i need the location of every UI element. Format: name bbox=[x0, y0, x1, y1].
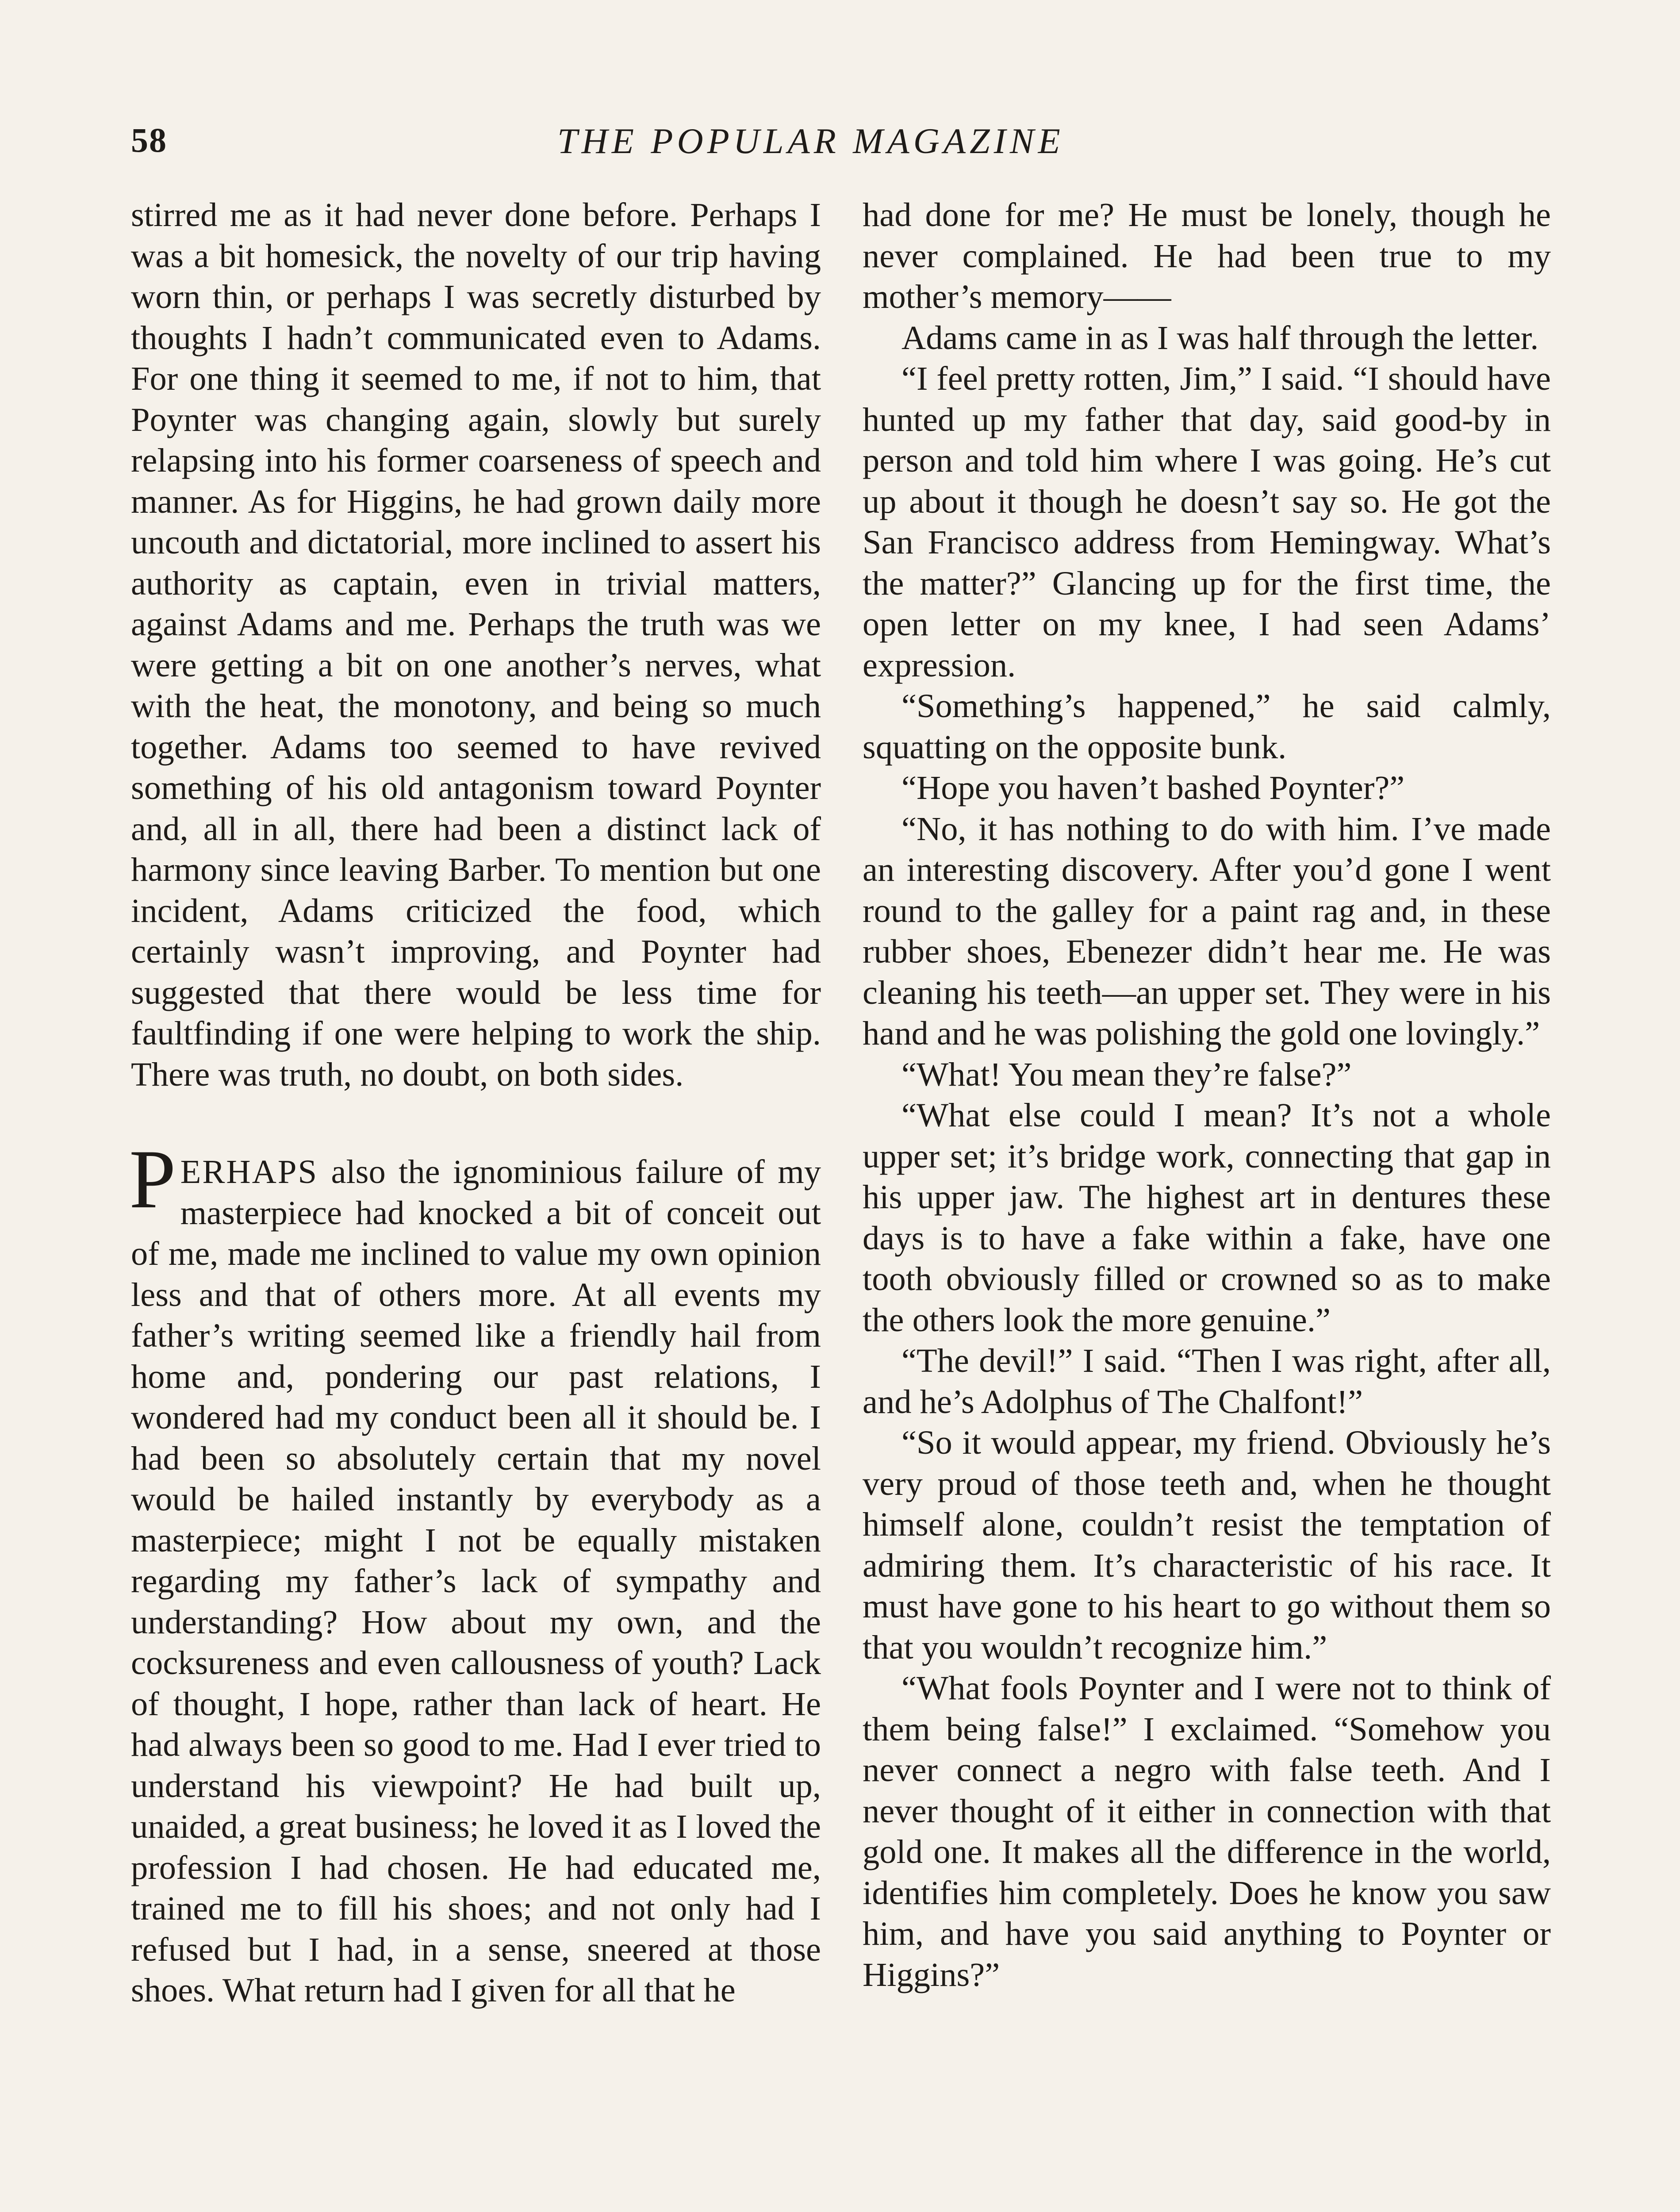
left-column bbox=[131, 195, 821, 2011]
page-number: 58 bbox=[131, 121, 167, 159]
paragraph: Adams came in as I was half through the letter. bbox=[901, 319, 1539, 357]
paragraph: “Something’s happened,” he said calmly, squatting on the opposite bunk. bbox=[863, 687, 1551, 766]
section-paragraph bbox=[129, 1133, 821, 2011]
running-head: THE POPULAR MAGAZINE bbox=[557, 121, 1064, 161]
paragraph: stirred me as it had never done before. Perhaps I was a bit homesick, the novelty of our trip having worn thin, or perhaps I was secretly disturbed by thoughts I hadn’t communicated even to Adams. For one thing it seemed to me, if not to him, that Poynter was changing again, slowly but surely relapsing into his former coarseness of speech and manner. As for Higgins, he had grown daily more uncouth and dictatorial, more inclined to assert his authority as captain, even in trivial matters, against Adams and me. Perhaps the truth was we were getting a bit on one another’s nerves, what with the heat, the monotony, and being so much together. Adams too seemed to have revived something of his old antagonism toward Poynter and, all in all, there had been a distinct lack of harmony since leaving Barber. To mention but one incident, Adams criticized the food, which certainly wasn’t improving, and Poynter had suggested that there would be less time for faultfinding if one were helping to work the ship. There was truth, no doubt, on both sides. bbox=[131, 196, 821, 1093]
paragraph: “Hope you haven’t bashed Poynter?” bbox=[901, 769, 1405, 806]
section-opening-caps: ERHAPS bbox=[180, 1153, 318, 1190]
paragraph: “No, it has nothing to do with him. I’ve made an interesting discovery. After you’d gone I went round to the galley for a paint rag and, in these rubber shoes, Ebenezer didn’t hear me. He was cleaning his teeth—an upper set. They were in his hand and he was polishing the gold one lovingly.” bbox=[863, 810, 1551, 1052]
paragraph: “I feel pretty rotten, Jim,” I said. “I should have hunted up my father that day, said good-by in person and told him where I was going. He’s cut up about it though he doesn’t say so. He got the San Francisco address from Hemingway. What’s the matter?” Glancing up for the first time, the open letter on my knee, I had seen Adams’ expression. bbox=[863, 360, 1551, 684]
paragraph: “What fools Poynter and I were not to think of them being false!” I exclaimed. “Somehow you never connect a negro with false teeth. And I never thought of it either in connection with that gold one. It makes all the difference in the world, identifies him completely. Does he know you saw him, and have you said anything to Poynter or Higgins?” bbox=[863, 1669, 1551, 1993]
paragraph: “So it would appear, my friend. Obviously he’s very proud of those teeth and, when he thought himself alone, couldn’t resist the temptation of admiring them. It’s characteristic of his race. It must have gone to his heart to go without them so that you wouldn’t recognize him.” bbox=[863, 1424, 1551, 1666]
paragraph-text: also the ignominious failure of my masterpiece had knocked a bit of conceit out of me, made me inclined to value my own opinion less and that of others more. At all events my father’s writing seemed like a friendly hail from home and, pondering our past relations, I wondered had my conduct been all it should be. I had been so absolutely certain that my novel would be hailed instantly by everybody as a masterpiece; might I not be equally mistaken regarding my father’s lack of sympathy and understanding? How about my own, and the cocksureness and even callousness of youth? Lack of thought, I hope, rather than lack of heart. He had always been so good to me. Had I ever tried to understand his viewpoint? He had built up, unaided, a great business; he loved it as I loved the profession I had chosen. He had educated me, trained me to fill his shoes; and not only had I refused but I had, in a sense, sneered at those shoes. What return had I given for all that he bbox=[131, 1153, 821, 2009]
paragraph: “What! You mean they’re false?” bbox=[901, 1055, 1352, 1093]
right-column bbox=[863, 195, 1551, 1995]
paragraph: “What else could I mean? It’s not a whole upper set; it’s bridge work, connecting that gap in his upper jaw. The highest art in dentures these days is to have a fake within a fake, have one tooth obviously filled or crowned so as to make the others look the more genuine.” bbox=[863, 1096, 1551, 1339]
paragraph: had done for me? He must be lonely, though he never complained. He had been true to my mother’s memory—— bbox=[863, 196, 1551, 315]
drop-cap: P bbox=[129, 1133, 176, 1226]
paragraph: “The devil!” I said. “Then I was right, after all, and he’s Adolphus of The Chalfont!” bbox=[863, 1342, 1551, 1421]
